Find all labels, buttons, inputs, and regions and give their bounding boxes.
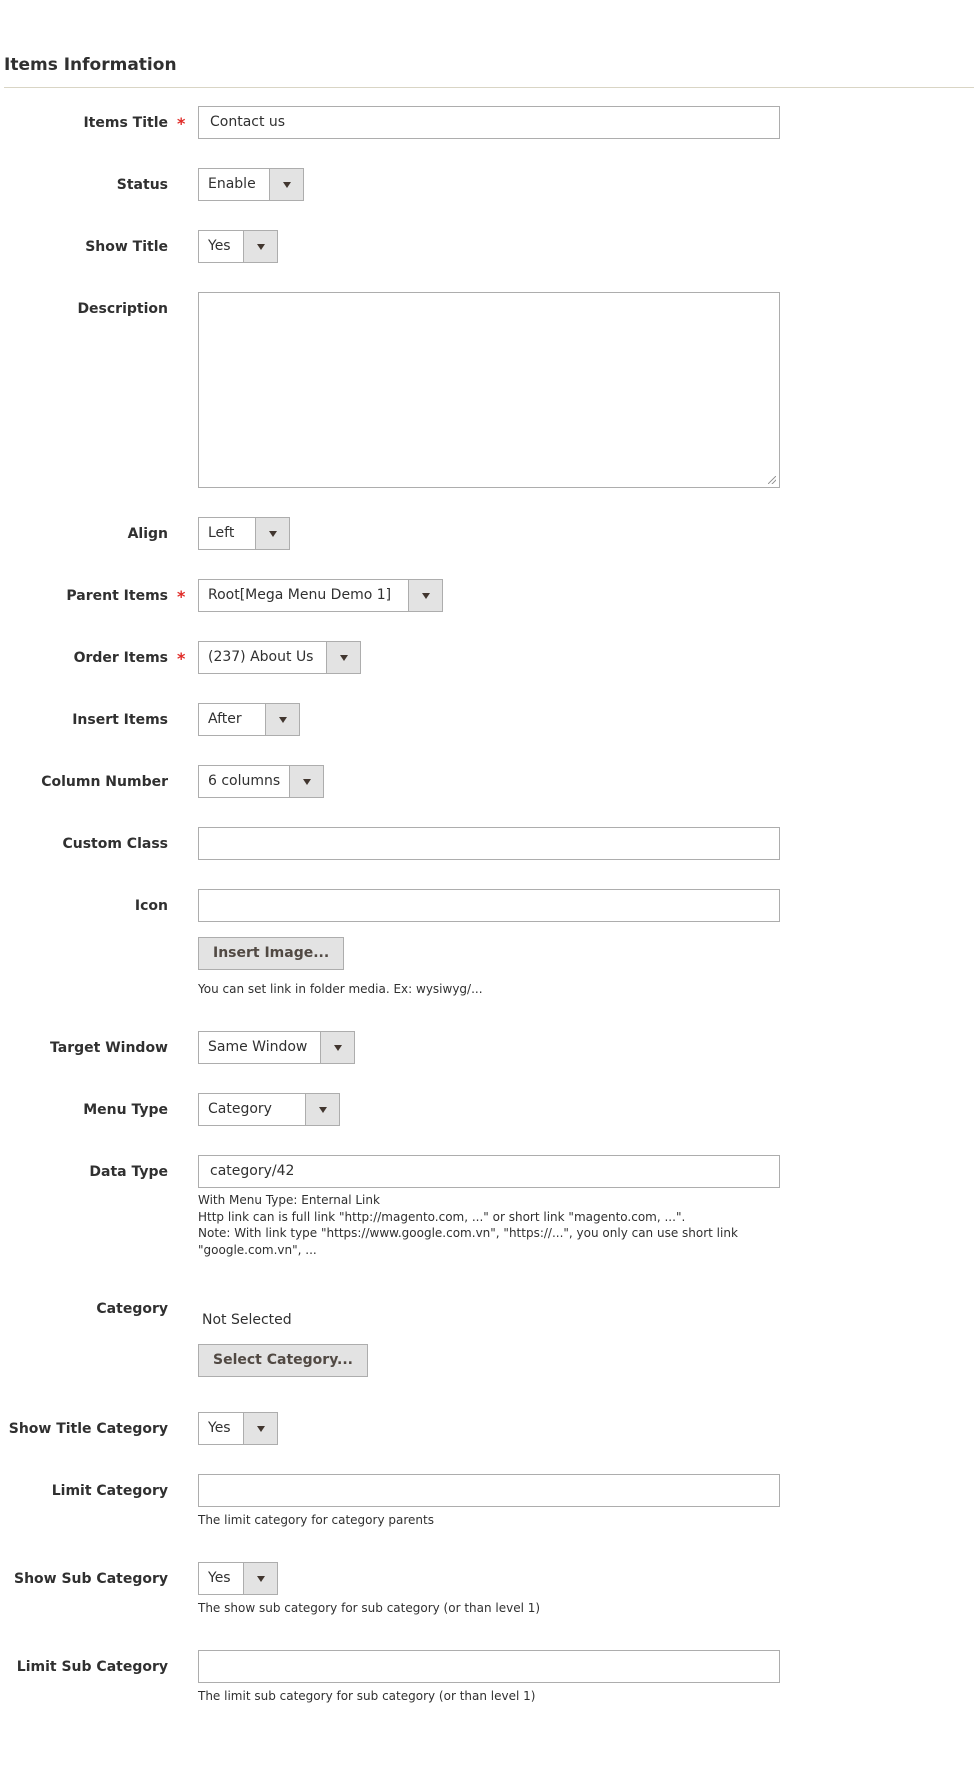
icon-note: You can set link in folder media. Ex: wysiwyg/... [198,982,483,996]
align-label: Align [127,526,168,542]
order-items-select-value: (237) About Us [208,649,314,665]
show-sub-category-select[interactable] [198,1562,278,1595]
insert-items-label: Insert Items [72,712,168,728]
menu-type-select-value: Category [208,1101,272,1117]
parent-items-select-value: Root[Mega Menu Demo 1] [208,587,392,603]
show-title-category-label: Show Title Category [8,1421,168,1437]
limit-category-label: Limit Category [51,1483,168,1499]
limit-sub-category-input[interactable] [198,1650,780,1683]
column-number-label: Column Number [41,774,168,790]
limit-category-note: The limit category for category parents [198,1513,434,1527]
chevron-down-icon[interactable] [326,642,360,673]
items-title-label: Items Title [83,115,168,131]
data-type-label: Data Type [89,1164,168,1180]
data-type-note-line: Note: With link type "https://www.google.com.vn", "https://...", you only can use short link [198,1226,738,1240]
chevron-down-icon[interactable] [289,766,323,797]
required-star: * [177,114,186,133]
limit-sub-category-label: Limit Sub Category [16,1659,168,1675]
section-title: Items Information [4,55,177,75]
column-number-select[interactable] [198,765,324,798]
icon-label: Icon [134,898,168,914]
chevron-down-icon[interactable] [408,580,442,611]
description-label: Description [77,301,168,317]
status-label: Status [116,177,168,193]
data-type-note-line: With Menu Type: Enternal Link [198,1193,380,1207]
menu-type-select[interactable] [198,1093,340,1126]
items-title-input[interactable]: Contact us [198,106,780,139]
description-textarea[interactable] [198,292,780,488]
custom-class-label: Custom Class [62,836,168,852]
data-type-note [198,1192,758,1258]
insert-items-select[interactable] [198,703,300,736]
chevron-down-icon[interactable] [243,1413,277,1444]
show-title-select-value: Yes [208,238,231,254]
order-items-label: Order Items [73,650,168,666]
align-select-value: Left [208,525,235,541]
menu-type-label: Menu Type [83,1102,168,1118]
resize-grip-icon[interactable] [768,476,776,484]
data-type-note-line: "google.com.vn", ... [198,1242,317,1257]
chevron-down-icon[interactable] [243,231,277,262]
show-title-label: Show Title [85,239,168,255]
chevron-down-icon[interactable] [255,518,289,549]
chevron-down-icon[interactable] [265,704,299,735]
category-label: Category [96,1301,168,1317]
section-divider [4,87,974,88]
limit-sub-category-note: The limit sub category for sub category (or than level 1) [198,1689,536,1703]
target-window-select[interactable] [198,1031,355,1064]
chevron-down-icon[interactable] [320,1032,354,1063]
status-select-value: Enable [208,176,256,192]
parent-items-select[interactable] [198,579,443,612]
custom-class-input[interactable] [198,827,780,860]
required-star: * [177,587,186,606]
chevron-down-icon[interactable] [305,1094,339,1125]
show-title-select[interactable] [198,230,278,263]
insert-image-button[interactable]: Insert Image... [198,937,344,970]
show-sub-category-select-value: Yes [208,1570,231,1586]
order-items-select[interactable] [198,641,361,674]
show-title-category-select[interactable] [198,1412,278,1445]
category-selection-value: Not Selected [202,1312,292,1328]
required-star: * [177,649,186,668]
icon-input[interactable] [198,889,780,922]
target-window-label: Target Window [50,1040,168,1056]
show-sub-category-label: Show Sub Category [14,1571,168,1587]
show-title-category-select-value: Yes [208,1420,231,1436]
chevron-down-icon[interactable] [243,1563,277,1594]
chevron-down-icon[interactable] [269,169,303,200]
limit-category-input[interactable] [198,1474,780,1507]
target-window-select-value: Same Window [208,1039,308,1055]
align-select[interactable] [198,517,290,550]
column-number-select-value: 6 columns [208,773,281,789]
insert-items-select-value: After [208,711,242,727]
show-sub-category-note: The show sub category for sub category (or than level 1) [198,1601,541,1615]
data-type-note-line: Http link can is full link "http://magento.com, ..." or short link "magento.com, ...". [198,1209,686,1224]
parent-items-label: Parent Items [66,588,168,604]
status-select[interactable] [198,168,304,201]
select-category-button[interactable]: Select Category... [198,1344,368,1377]
data-type-input[interactable]: category/42 [198,1155,780,1188]
